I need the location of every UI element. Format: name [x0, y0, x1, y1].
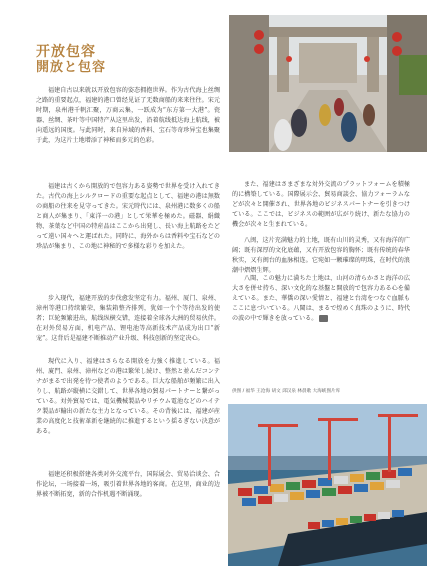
paragraph-japanese-1: 福建は古くから開放的で包容力ある姿勢で世界を受け入れてきた。古代の海上シルクロードの重要な起点として、福建の港は無数の商船の往来を見守ってきた。宋元時代には、泉州港に数多くの船と商人が集まり、「東洋一の港」として栄華を極めた。磁器、絹織物、茶葉など中国の特産品はここから出発し、長い海上航路をたどって遠い国々へと運ばれた。同時に、海外からは香料や宝石などの珍品が集まり、この地に神秘的で多様な彩りを加えた。	[36, 183, 220, 250]
photo-credits: 供图 / 福华 王沧海 胡文 邱汉泉 林晨歌 大海峡图片库	[232, 389, 341, 394]
historic-street-illustration	[229, 15, 427, 152]
paragraph-japanese-4-text: 八閩、この魅力に満ちた土地は、山河の清らかさと海洋の広大さを併せ持ち、深い文化的な基盤と開放的で包容力ある心を備えている。また、華僑の深い愛情と、福建と台湾をつなぐ血脈もここに息づいている。八閩は、まるで煌めく真珠のように、時代の波の中で輝きを放っている。	[232, 275, 410, 322]
paragraph-chinese-2: 步入现代，福建开放的步伐愈发坚定有力。福州、厦门、泉州、漳州等港口持续繁荣，集装箱整齐排列，犹如一个个等待出发的使者；巨轮频繁进出，航线纵横交错，连接着全球各大洲的贸易伙伴。在对外贸易方面，机电产品、锂电池等高新技术产品成为出口“新宠”。这背后是福建不断推动产业升级、科技创新的坚定决心。	[36, 295, 220, 342]
paragraph-chinese-3: 福建还积极搭建各类对外交流平台，国际展会、贸易洽谈会、合作论坛，一场接着一场，吸引着世界各地的客商。在这里，商业的边界被不断拓宽，新的合作机遇不断涌现。	[36, 471, 220, 498]
container-port-illustration	[228, 404, 427, 566]
paragraph-japanese-4	[232, 274, 410, 324]
paragraph-japanese-3: また、福建はさまざまな対外交流のプラットフォームを積極的に構築している。国際展示会、貿易商談会、協力フォーラムなどが次々と開催され、世界各地のビジネスパートナーを引きつけている。ここでは、ビジネスの範囲が広がり続け、新たな協力の機会が次々と生まれている。	[232, 181, 410, 228]
title-chinese: 开放包容	[36, 44, 96, 60]
paragraph-chinese-1: 福建自古以来就以开放包容的姿态拥抱世界。作为古代海上丝绸之路的重要起点，福建的港口曾经见证了无数商船的来来往往。宋元时期，泉州港千帆汇聚，万商云集，一跃成为“东方第一大港”。瓷器、丝绸、茶叶等中国特产从这里出发，沿着航线抵达海上航线，被向遥远的国度。与此同时，来自异域的香料、宝石等奇珍异宝也集聚于此，为这片土地增添了神秘而多元的色彩。	[36, 87, 220, 144]
paragraph-chinese-4: 八闽，这片充满魅力的土地，既有山川的灵秀，又有海洋的广阔；既有深厚的文化底蕴，又有开放包容的胸怀；既有传统的春华秋实，又有闽台的血脉相连。它宛如一颗璀璨的明珠，在时代的浪潮中熠熠生辉。	[232, 237, 410, 274]
photo-container-port	[228, 404, 427, 566]
end-mark-icon	[319, 315, 328, 322]
title-block	[36, 44, 206, 76]
photo-historic-street	[229, 15, 427, 152]
title-japanese: 開放と包容	[36, 60, 107, 75]
paragraph-japanese-2: 現代に入り、福建はさらなる開放を力強く推進している。福州、廈門、泉州、漳州などの港は繁栄し続け、整然と並んだコンテナがまるで出発を待つ使者のようである。巨大な船舶が頻繁に出入りし、航路が縦横に交錯して、世界各地の貿易パートナーと繋がっている。対外貿易では、電気機械製品やリチウム電池などのハイテク製品が輸出の新たな主力となっている。その背後には、福建が産業の高度化と技術革新を継続的に推進するという揺るぎない決意がある。	[36, 358, 220, 435]
